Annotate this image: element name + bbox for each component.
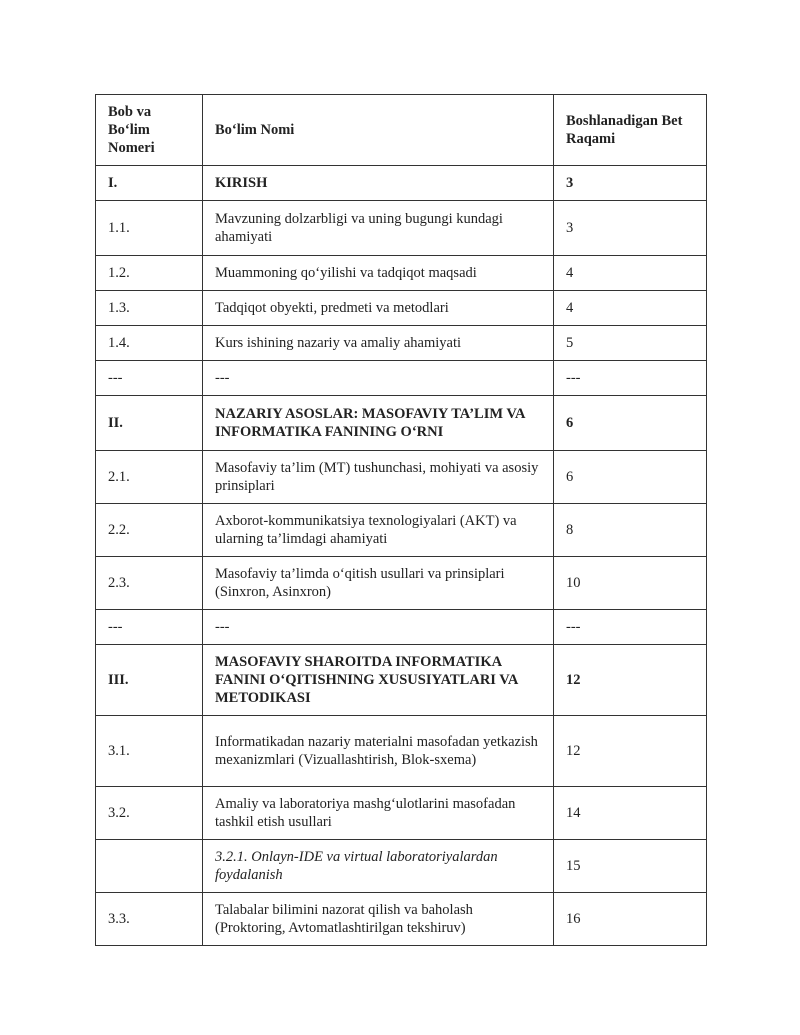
row-page: 10 (554, 557, 707, 610)
row-name: KIRISH (203, 166, 554, 201)
row-page: 8 (554, 504, 707, 557)
row-number: 1.2. (96, 256, 203, 291)
chapter-row (96, 396, 707, 451)
table-row (96, 504, 707, 557)
chapter-row (96, 645, 707, 716)
row-page: --- (554, 361, 707, 396)
table-row (96, 201, 707, 256)
row-page: 16 (554, 893, 707, 946)
row-name: Talabalar bilimini nazorat qilish va baholash (Proktoring, Avtomatlashtirilgan tekshiruv) (203, 893, 554, 946)
row-page: 6 (554, 451, 707, 504)
row-name: Masofaviy ta’lim (MT) tushunchasi, mohiyati va asosiy prinsiplari (203, 451, 554, 504)
row-page: 3 (554, 166, 707, 201)
row-page: 15 (554, 840, 707, 893)
row-name: NAZARIY ASOSLAR: MASOFAVIY TA’LIM VA INFORMATIKA FANINING O‘RNI (203, 396, 554, 451)
row-name: Informatikadan nazariy materialni masofadan yetkazish mexanizmlari (Vizuallashtirish, Blok-sxema) (203, 716, 554, 787)
chapter-row (96, 166, 707, 201)
header-number: Bob va Bo‘lim Nomeri (96, 95, 203, 166)
header-row (96, 95, 707, 166)
row-number: 3.2. (96, 787, 203, 840)
row-name: Tadqiqot obyekti, predmeti va metodlari (203, 291, 554, 326)
row-page: 3 (554, 201, 707, 256)
row-page: 4 (554, 291, 707, 326)
row-name: Amaliy va laboratoriya mashg‘ulotlarini masofadan tashkil etish usullari (203, 787, 554, 840)
row-number: 1.3. (96, 291, 203, 326)
header-name: Bo‘lim Nomi (203, 95, 554, 166)
row-name: --- (203, 361, 554, 396)
row-page: 5 (554, 326, 707, 361)
row-number: 2.2. (96, 504, 203, 557)
separator-row (96, 361, 707, 396)
row-number: 1.4. (96, 326, 203, 361)
row-name: Kurs ishining nazariy va amaliy ahamiyati (203, 326, 554, 361)
row-page: 6 (554, 396, 707, 451)
row-number: 2.1. (96, 451, 203, 504)
row-number: 1.1. (96, 201, 203, 256)
row-name: --- (203, 610, 554, 645)
row-number: II. (96, 396, 203, 451)
row-number: --- (96, 610, 203, 645)
row-page: 14 (554, 787, 707, 840)
table-of-contents (95, 94, 707, 946)
row-page: 12 (554, 645, 707, 716)
table-row (96, 451, 707, 504)
table-row (96, 326, 707, 361)
row-number: --- (96, 361, 203, 396)
row-number (96, 840, 203, 893)
row-number: 3.1. (96, 716, 203, 787)
row-number: 3.3. (96, 893, 203, 946)
row-name: 3.2.1. Onlayn-IDE va virtual laboratoriyalardan foydalanish (203, 840, 554, 893)
row-name: Muammoning qo‘yilishi va tadqiqot maqsadi (203, 256, 554, 291)
table-row (96, 893, 707, 946)
table-row (96, 291, 707, 326)
table-row (96, 557, 707, 610)
row-name: Mavzuning dolzarbligi va uning bugungi kundagi ahamiyati (203, 201, 554, 256)
row-number: I. (96, 166, 203, 201)
row-name: Axborot-kommunikatsiya texnologiyalari (AKT) va ularning ta’limdagi ahamiyati (203, 504, 554, 557)
row-number: III. (96, 645, 203, 716)
separator-row (96, 610, 707, 645)
row-page: --- (554, 610, 707, 645)
header-page: Boshlanadigan Bet Raqami (554, 95, 707, 166)
row-name: MASOFAVIY SHAROITDA INFORMATIKA FANINI O‘QITISHNING XUSUSIYATLARI VA METODIKASI (203, 645, 554, 716)
table-row (96, 840, 707, 893)
table-row (96, 256, 707, 291)
row-page: 12 (554, 716, 707, 787)
table-row (96, 716, 707, 787)
row-page: 4 (554, 256, 707, 291)
table-row (96, 787, 707, 840)
row-number: 2.3. (96, 557, 203, 610)
row-name: Masofaviy ta’limda o‘qitish usullari va prinsiplari (Sinxron, Asinxron) (203, 557, 554, 610)
